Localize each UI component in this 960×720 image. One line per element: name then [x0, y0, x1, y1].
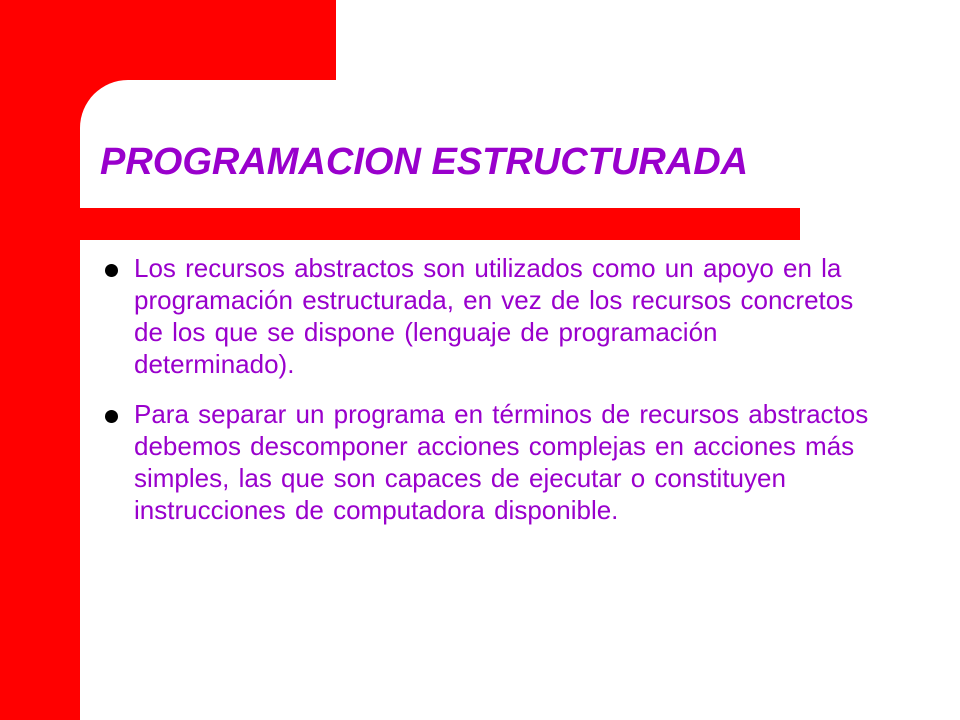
slide-title: PROGRAMACION ESTRUCTURADA — [100, 141, 749, 183]
bullet-text: Los recursos abstractos son utilizados como un apoyo en la programación estructurada, en vez de los recursos concretos de los que se dispone (lenguaje de programación determinado). — [134, 253, 854, 379]
bullet-icon — [105, 410, 118, 423]
list-item — [100, 252, 880, 380]
bullet-text: Para separar un programa en términos de recursos abstractos debemos descomponer acciones complejas en acciones más simples, las que son capaces de ejecutar o constituyen instrucciones de computadora disponible. — [134, 399, 869, 525]
bullet-icon — [105, 264, 118, 277]
decorative-title-underline-bar — [80, 208, 800, 240]
bullet-list — [100, 252, 880, 544]
list-item — [100, 398, 880, 526]
